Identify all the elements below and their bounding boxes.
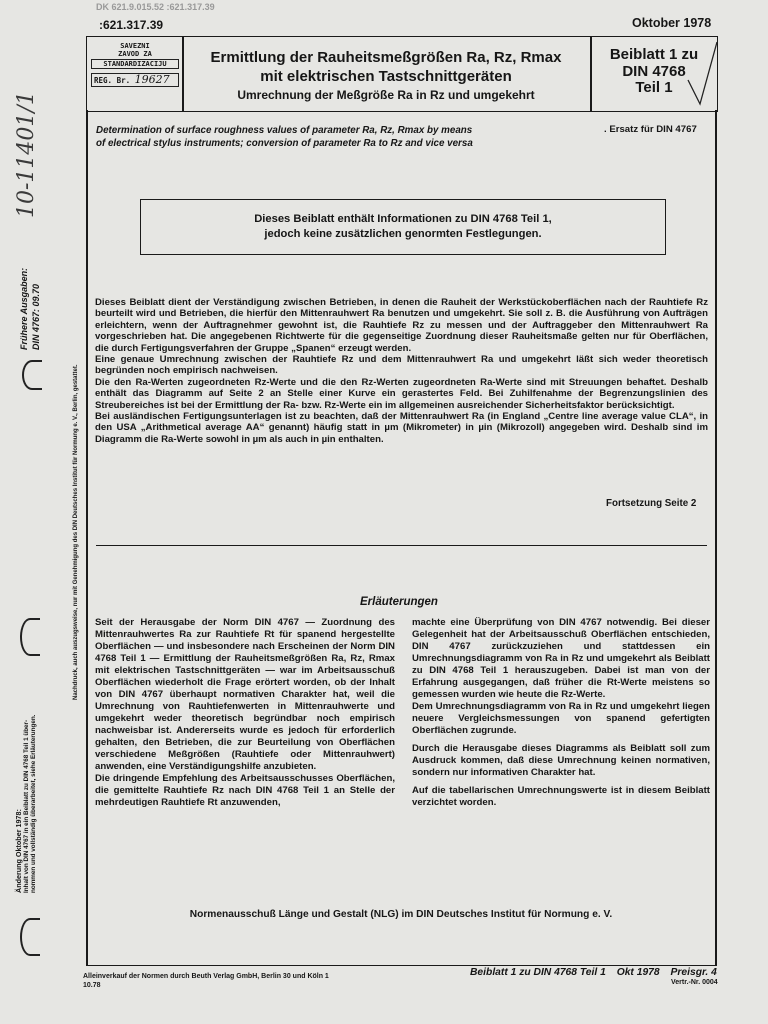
sales-notice [83,972,329,990]
footer-date: Okt 1978 [616,967,660,978]
stamp-reg [91,73,179,87]
explanations-left-column [95,617,395,809]
body-paragraph-3: Die den Ra-Werten zugeordneten Rz-Werte und die den Rz-Werten zugeordneten Ra-Werte sind mit Streuungen behaftet. Deshalb enthält das Diagramm auf Seite 2 an Stelle einer Kurve ein gerastertes Feld. Bei Zuhilfenahme der Begrenzungslinien des Streubereiches ist bei der Ermittlung der Ra- bzw. Rz-Werte ein im allgemeinen ausreichender Sicherheitsfaktor berücksichtigt. [95,376,708,411]
document-subtitle: Umrechnung der Meßgröße Ra in Rz und umgekehrt [237,88,535,102]
stamp-line-2: ZAVOD ZA [118,50,152,59]
stamp-reg-number: 19627 [134,73,170,87]
explanation-right-paragraph: Durch die Herausgabe dieses Diagramms als Beiblatt soll zum Ausdruck kommen, daß diese Umrechnung keinen normativen, sondern nur informativen Charakter hat. [412,743,710,778]
punch-hole [20,918,40,956]
body-paragraph-4: Bei ausländischen Fertigungsunterlagen ist zu beachten, daß der Mittenrauhwert Ra (in England „Centre line average value CLA“, in den USA „Arithmetical average AA“ genannt) häufig statt in µm (Mikrometer) in µin (Mikrozoll) angegeben wird. Deshalb sind im Diagramm die Ra-Werte sowohl in µm als auch in µin enthalten. [95,411,708,445]
change-label: Änderung Oktober 1978: [14,809,23,893]
stamp-line-3: STANDARDIZACIJU [91,59,179,69]
replaces-note: . Ersatz für DIN 4767 [604,124,697,135]
registration-stamp [91,42,179,96]
footer-reference [470,967,717,978]
title-line-1: Ermittlung der Rauheitsmeßgrößen Ra, Rz, Rmax [210,49,562,66]
earlier-editions-value: DIN 4767: 09.70 [31,283,41,350]
section-divider [96,545,707,546]
top-ref-partial: DK 621.9.015.52 :621.317.39 [96,2,215,12]
notice-text [141,212,665,241]
udc-number: :621.317.39 [99,18,164,32]
body-text [95,297,708,445]
document-date: Oktober 1978 [632,16,712,30]
handwritten-archive-number: 10-11401/1 [14,91,39,218]
change-text-line-2: nommen und vollständig überarbeitet, siehe Erläuterungen. [30,714,38,893]
english-title-line-2: of electrical stylus instruments; conversion of parameter Ra to Rz and vice versa [96,138,473,149]
reprint-notice: Nachdruck, auch auszugsweise, nur mit Genehmigung des DIN Deutsches Institut für Normung e. V., Berlin, gestattet. [73,364,79,700]
beiblatt-line-1: Beiblatt 1 zu [609,46,699,63]
main-frame-bottom [86,965,717,966]
explanations-right-column [412,617,710,809]
explanation-right-paragraph: Dem Umrechnungsdiagramm von Ra in Rz und umgekehrt liegen neuere Vergleichsmessungen von spanend gefertigten Oberflächen zugrunde. [412,701,710,736]
issue-code: 10.78 [83,982,101,989]
price-group: Preisgr. 4 [670,967,717,978]
punch-hole [20,618,40,656]
sales-line: Alleinverkauf der Normen durch Beuth Verlag GmbH, Berlin 30 und Köln 1 [83,973,329,980]
checkmark-icon [684,40,720,110]
beiblatt-line-3: Teil 1 [635,79,673,96]
change-notice [15,715,38,893]
body-paragraph-1: Dieses Beiblatt dient der Verständigung zwischen Betrieben, in denen die Rauheit der Werkstückoberflächen nach der Rauhtiefe Rz beurteilt wird und Betrieben, die hierfür den Mittenrauhwert Ra benutzen und umgekehrt. Sie soll z. B. die Ausführung von Aufträgen erleichtern, wenn der Auftragnehmer gewohnt ist, die Rauhtiefe Rz zu messen und der Auftraggeber den Mittenrauhwert Ra vorgeschrieben hat. Die angegebenen Richtwerte für die gegenseitige Zuordnung dieser Rauheitsmaße gelten nur für Oberflächen, die durch Fertigungsverfahren der Gruppe „Spanen“ erzeugt werden. [95,297,708,354]
explanation-left-paragraph: Seit der Herausgabe der Norm DIN 4767 — Zuordnung des Mittenrauhwertes Ra zur Rauhtiefe Rt für spanend hergestellte Oberflächen — und insbesondere nach Erscheinen der Norm DIN 4768 Teil 1 — Ermittlung der Rauheitsmeßgrößen Ra, Rz, Rmax mit elektrischen Tastschnittgeräten — war im Arbeitsausschuß Oberflächen wiederholt die Frage erörtert worden, ob der Inhalt von DIN 4767 überhaupt normativen Charakter hat, weil die Umrechnung von Rauhtiefenwerten in Mittenrauhwerte und umgekehrt weder theoretisch begründbar noch empirisch nachweisbar ist. Andererseits wurde es jedoch für erforderlich gehalten, den Betrieben, die zur Beurteilung von Oberflächen verschiedene Meßgrößen (Rauhtiefe oder Mittenrauhwert) anwenden, eine Verständigungshilfe anzubieten. [95,617,395,772]
main-frame-right [715,110,717,966]
footer-ref: Beiblatt 1 zu DIN 4768 Teil 1 [470,967,606,978]
explanation-left-paragraph: Die dringende Empfehlung des Arbeitsausschusses Oberflächen, die gemittelte Rauhtiefe Rz nach DIN 4768 Teil 1 an Stelle der mehrdeutigen Rauhtiefe Rt anzuwenden, [95,773,395,808]
notice-line-2: jedoch keine zusätzlichen genormten Festlegungen. [264,227,542,240]
stamp-line-1: SAVEZNI [120,42,150,50]
stamp-reg-label: REG. Br. [94,76,131,86]
explanations-heading: Erläuterungen [360,596,438,608]
change-text-line-1: Inhalt von DIN 4767 in ein Beiblatt zu DIN 4768 Teil 1 über- [22,719,30,893]
continuation-note: Fortsetzung Seite 2 [606,498,697,509]
explanation-right-paragraph: Auf die tabellarischen Umrechnungswerte ist in diesem Beiblatt verzichtet worden. [412,785,710,808]
english-title-line-1: Determination of surface roughness values of parameter Ra, Rz, Rmax by means [96,125,473,136]
title-line-2: mit elektrischen Tastschnittgeräten [260,68,512,85]
committee-line: Normenausschuß Länge und Gestalt (NLG) im DIN Deutsches Institut für Normung e. V. [189,909,613,920]
punch-hole [22,360,42,390]
notice-line-1: Dieses Beiblatt enthält Informationen zu DIN 4768 Teil 1, [254,213,552,225]
distribution-number: Vertr.-Nr. 0004 [671,979,718,986]
earlier-editions [18,268,42,350]
notice-box [140,199,666,255]
document-title [184,48,588,86]
english-title [96,124,576,150]
body-paragraph-2: Eine genaue Umrechnung zwischen der Rauhtiefe Rz und dem Mittenrauhwert Ra und umgekehrt läßt sich weder theoretisch begründen noch empirisch nachweisen. [95,354,708,377]
explanation-right-paragraph: machte eine Überprüfung von DIN 4767 notwendig. Bei dieser Gelegenheit hat der Arbeitsausschuß Oberflächen entschieden, DIN 4767 zurückzuziehen und stattdessen ein Umrechnungsdiagramm von Ra in Rz und umgekehrt als Beiblatt zu DIN 4768 Teil 1 herauszugeben. Dabei ist man von der Erfahrung ausgegangen, daß früher die Rt-Werte meistens so gemessen wurden wie heute die Rz-Werte. [412,617,710,700]
beiblatt-line-2: DIN 4768 [622,62,686,80]
main-frame-left [86,110,88,966]
earlier-editions-label: Frühere Ausgaben: [19,267,29,350]
